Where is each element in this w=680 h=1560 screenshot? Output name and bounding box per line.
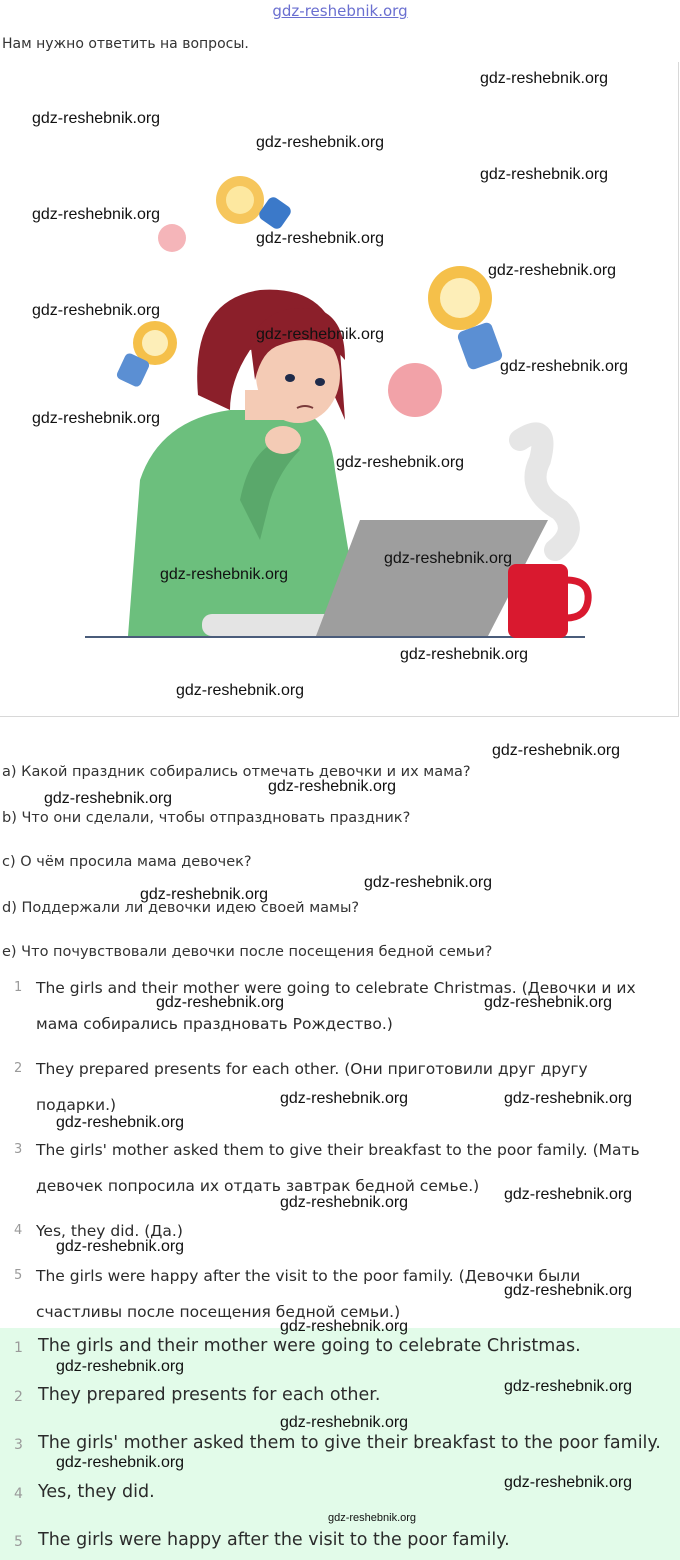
lightbulb-icon: [428, 266, 504, 371]
mug-handle: [566, 580, 588, 618]
lightbulb-icon: [115, 321, 177, 388]
answer-text: счастливы после посещения бедной семьи.): [36, 1303, 401, 1321]
eye: [315, 378, 325, 386]
watermark: gdz-reshebnik.org: [56, 1114, 185, 1131]
watermark: gdz-reshebnik.org: [32, 206, 161, 223]
summary-number: 2: [14, 1389, 23, 1405]
watermark: gdz-reshebnik.org: [140, 886, 269, 903]
watermark: gdz-reshebnik.org: [256, 326, 385, 343]
summary-text: The girls' mother asked them to give their breakfast to the poor family.: [38, 1433, 661, 1453]
blur-dot: [388, 363, 442, 417]
watermark: gdz-reshebnik.org: [504, 1090, 633, 1107]
watermark: gdz-reshebnik.org: [504, 1186, 633, 1203]
answer-number: 4: [14, 1223, 23, 1238]
blur-dot: [158, 224, 186, 252]
answer-text: They prepared presents for each other. (Они приготовили друг другу: [36, 1060, 588, 1078]
watermark: gdz-reshebnik.org: [156, 994, 285, 1011]
watermark: gdz-reshebnik.org: [504, 1282, 633, 1299]
watermark: gdz-reshebnik.org: [480, 166, 609, 183]
answer-text: подарки.): [36, 1096, 117, 1114]
answer-text: мама собирались праздновать Рождество.): [36, 1015, 393, 1033]
watermark: gdz-reshebnik.org: [32, 302, 161, 319]
summary-number: 3: [14, 1437, 23, 1453]
summary-text: The girls and their mother were going to celebrate Christmas.: [38, 1336, 581, 1356]
watermark: gdz-reshebnik.org: [256, 230, 385, 247]
answer-text: The girls were happy after the visit to the poor family. (Девочки были: [36, 1267, 581, 1285]
lightbulb-icon: [216, 176, 293, 231]
watermark: gdz-reshebnik.org: [280, 1318, 409, 1335]
answer-number: 1: [14, 980, 23, 995]
watermark: gdz-reshebnik.org: [480, 70, 609, 87]
summary-number: 1: [14, 1340, 23, 1356]
question-a: a) Какой праздник собирались отмечать девочки и их мама?: [2, 764, 471, 780]
watermark: gdz-reshebnik.org: [160, 566, 289, 583]
eye: [285, 374, 295, 382]
watermark: gdz-reshebnik.org: [176, 682, 305, 699]
answer-number: 2: [14, 1061, 23, 1076]
answer-number: 5: [14, 1268, 23, 1283]
watermark: gdz-reshebnik.org: [492, 742, 621, 759]
watermark: gdz-reshebnik.org: [280, 1194, 409, 1211]
site-link[interactable]: gdz-reshebnik.org: [272, 2, 408, 20]
watermark: gdz-reshebnik.org: [504, 1378, 633, 1395]
watermark: gdz-reshebnik.org: [280, 1414, 409, 1431]
intro-text: Нам нужно ответить на вопросы.: [2, 36, 249, 52]
watermark: gdz-reshebnik.org: [504, 1474, 633, 1491]
watermark: gdz-reshebnik.org: [256, 134, 385, 151]
watermark: gdz-reshebnik.org: [328, 1512, 417, 1524]
mug: [508, 564, 568, 638]
hand: [265, 426, 301, 454]
illustration-svg: [0, 62, 678, 716]
summary-text: They prepared presents for each other.: [38, 1385, 381, 1405]
question-d: d) Поддержали ли девочки идею своей мамы?: [2, 900, 360, 916]
question-e: e) Что почувствовали девочки после посещения бедной семьи?: [2, 944, 493, 960]
watermark: gdz-reshebnik.org: [56, 1358, 185, 1375]
watermark: gdz-reshebnik.org: [400, 646, 529, 663]
watermark: gdz-reshebnik.org: [56, 1238, 185, 1255]
summary-number: 5: [14, 1534, 23, 1550]
illustration-thinking-woman: [0, 62, 679, 717]
answer-text: Yes, they did. (Да.): [36, 1222, 183, 1240]
answer-text: девочек попросила их отдать завтрак бедной семье.): [36, 1177, 480, 1195]
answer-text: The girls' mother asked them to give their breakfast to the poor family. (Мать: [36, 1141, 640, 1159]
watermark: gdz-reshebnik.org: [44, 790, 173, 807]
watermark: gdz-reshebnik.org: [280, 1090, 409, 1107]
answer-number: 3: [14, 1142, 23, 1157]
watermark: gdz-reshebnik.org: [500, 358, 629, 375]
watermark: gdz-reshebnik.org: [336, 454, 465, 471]
watermark: gdz-reshebnik.org: [484, 994, 613, 1011]
summary-number: 4: [14, 1486, 23, 1502]
watermark: gdz-reshebnik.org: [32, 110, 161, 127]
question-b: b) Что они сделали, чтобы отпраздновать праздник?: [2, 810, 411, 826]
watermark: gdz-reshebnik.org: [268, 778, 397, 795]
question-c: c) О чём просила мама девочек?: [2, 854, 252, 870]
summary-text: Yes, they did.: [38, 1482, 155, 1502]
answer-text: The girls and their mother were going to celebrate Christmas. (Девочки и их: [36, 979, 636, 997]
watermark: gdz-reshebnik.org: [384, 550, 513, 567]
watermark: gdz-reshebnik.org: [488, 262, 617, 279]
sweater: [128, 410, 360, 636]
summary-text: The girls were happy after the visit to the poor family.: [38, 1530, 510, 1550]
watermark: gdz-reshebnik.org: [32, 410, 161, 427]
watermark: gdz-reshebnik.org: [364, 874, 493, 891]
watermark: gdz-reshebnik.org: [56, 1454, 185, 1471]
